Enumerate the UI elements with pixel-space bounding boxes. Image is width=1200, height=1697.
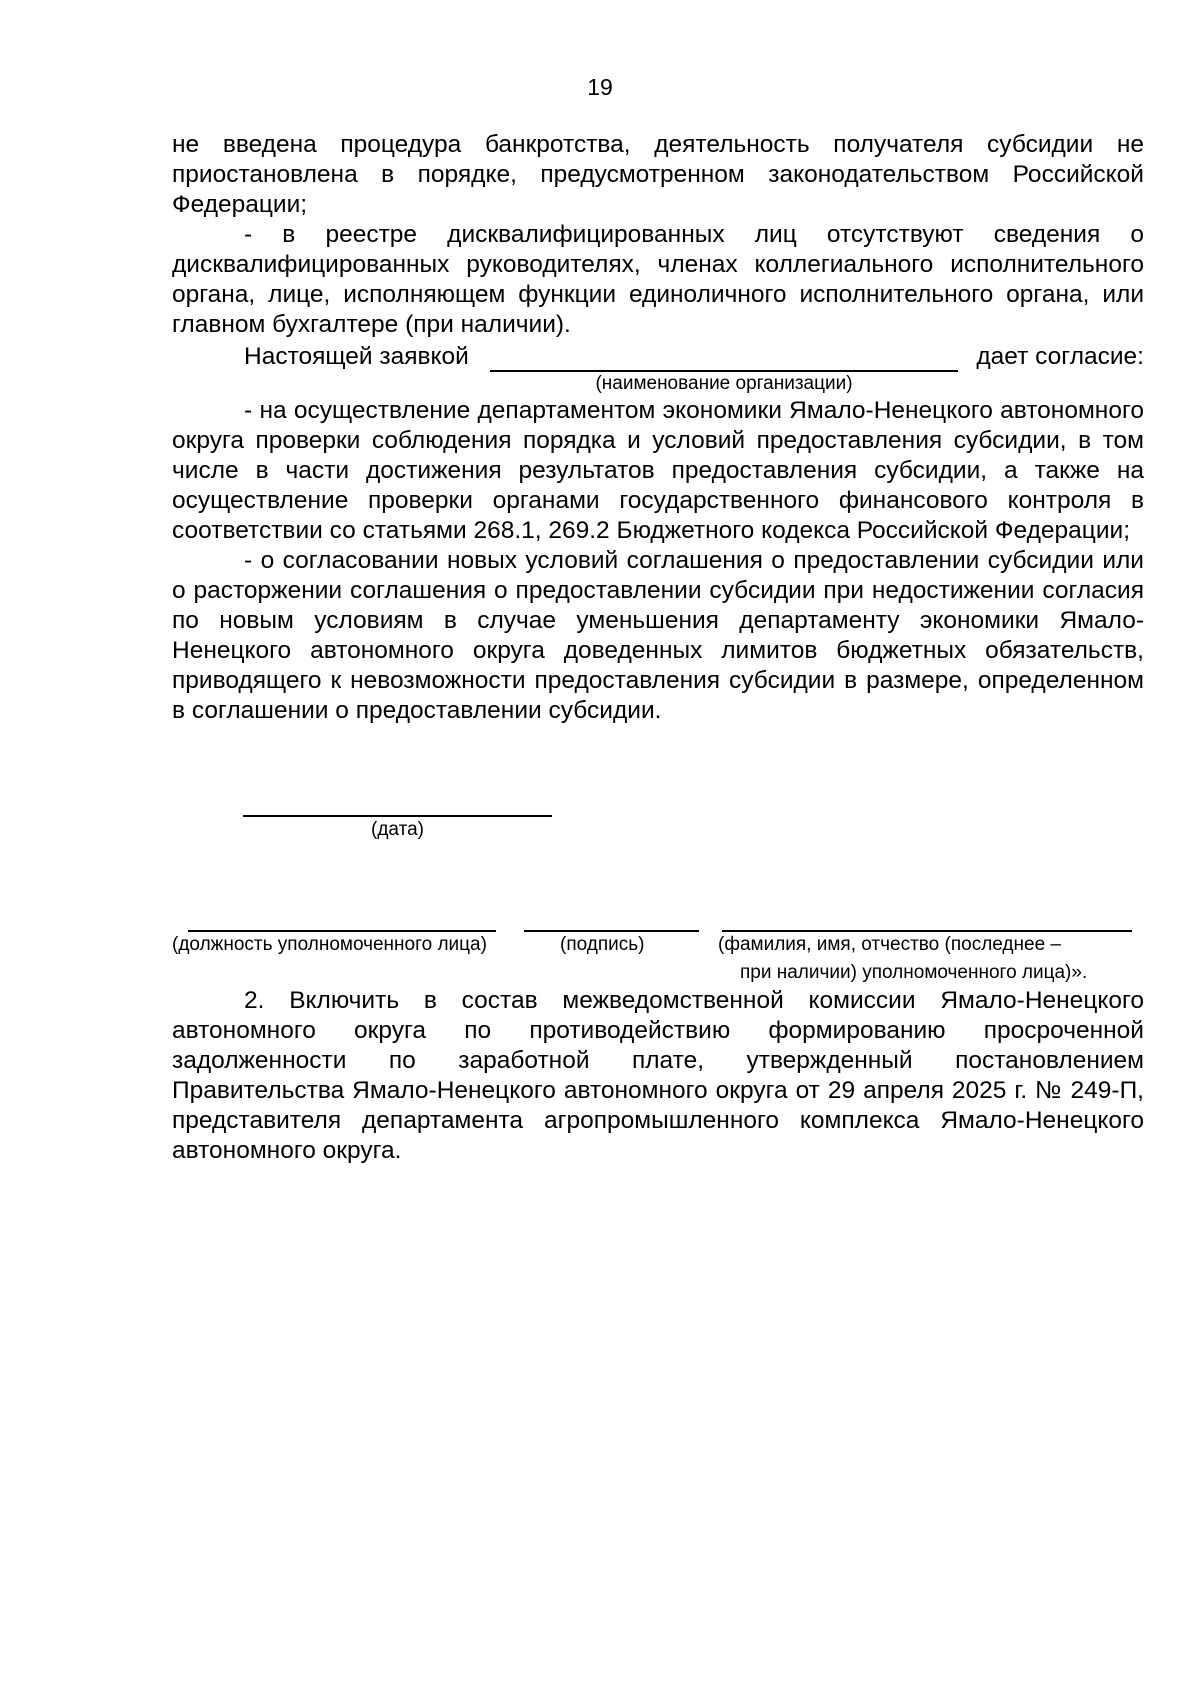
full-name-caption-line-2: при наличии) уполномоченного лица)». [740,962,1088,983]
paragraph-disqualified-registry: - в реестре дисквалифицированных лиц отсутствуют сведения о дисквалифицированных руководителях, членах коллегиального исполнительного органа, лице, исполняющем функции единоличного исполнительного органа, или главном бухгалтере (при наличии). [172,221,1144,338]
consent-line [172,342,1144,372]
signature-line [524,930,699,932]
full-name-line [722,930,1132,932]
page-number: 19 [587,74,613,100]
date-line [243,815,552,817]
paragraph-agreement-consent: - о согласовании новых условий соглашения о предоставлении субсидии или о расторжении соглашения о предоставлении субсидии при недостижении согласия по новым условиям в случае уменьшения департаменту экономики Ямало-Ненецкого автономного округа доведенных лимитов бюджетных обязательств, приводящего к невозможности предоставления субсидии в размере, определенном в соглашении о предоставлении субсидии. [172,547,1144,724]
position-line [188,930,496,932]
position-caption: (должность уполномоченного лица) [172,934,487,955]
consent-paragraphs [172,396,1144,726]
full-name-caption-line-1: (фамилия, имя, отчество (последнее – [718,934,1061,955]
final-paragraph-block [172,986,1144,1166]
date-caption: (дата) [371,819,424,840]
paragraph-inspection-consent: - на осуществление департаментом экономики Ямало-Ненецкого автономного округа проверки соблюдения порядка и условий предоставления субсидии, в том числе в части достижения результатов предоставления субсидии, а также на осуществление проверки органами государственного финансового контроля в соответствии со статьями 268.1, 269.2 Бюджетного кодекса Российской Федерации; [172,397,1144,544]
consent-lead: Настоящей заявкой [244,343,469,370]
paragraph-bankruptcy: не введена процедура банкротства, деятельность получателя субсидии не приостановлена в порядке, предусмотренном законодательством Российской Федерации; [172,131,1144,218]
signature-caption: (подпись) [560,934,645,955]
consent-tail: дает согласие: [976,343,1144,370]
top-paragraphs [172,130,1144,340]
paragraph-commission: 2. Включить в состав межведомственной комиссии Ямало-Ненецкого автономного округа по противодействию формированию просроченной задолженности по заработной плате, утвержденный постановлением Правительства Ямало-Ненецкого автономного округа от 29 апреля 2025 г. № 249-П, представителя департамента агропромышленного комплекса Ямало-Ненецкого автономного округа. [172,987,1144,1164]
organization-name-caption: (наименование организации) [595,373,853,394]
